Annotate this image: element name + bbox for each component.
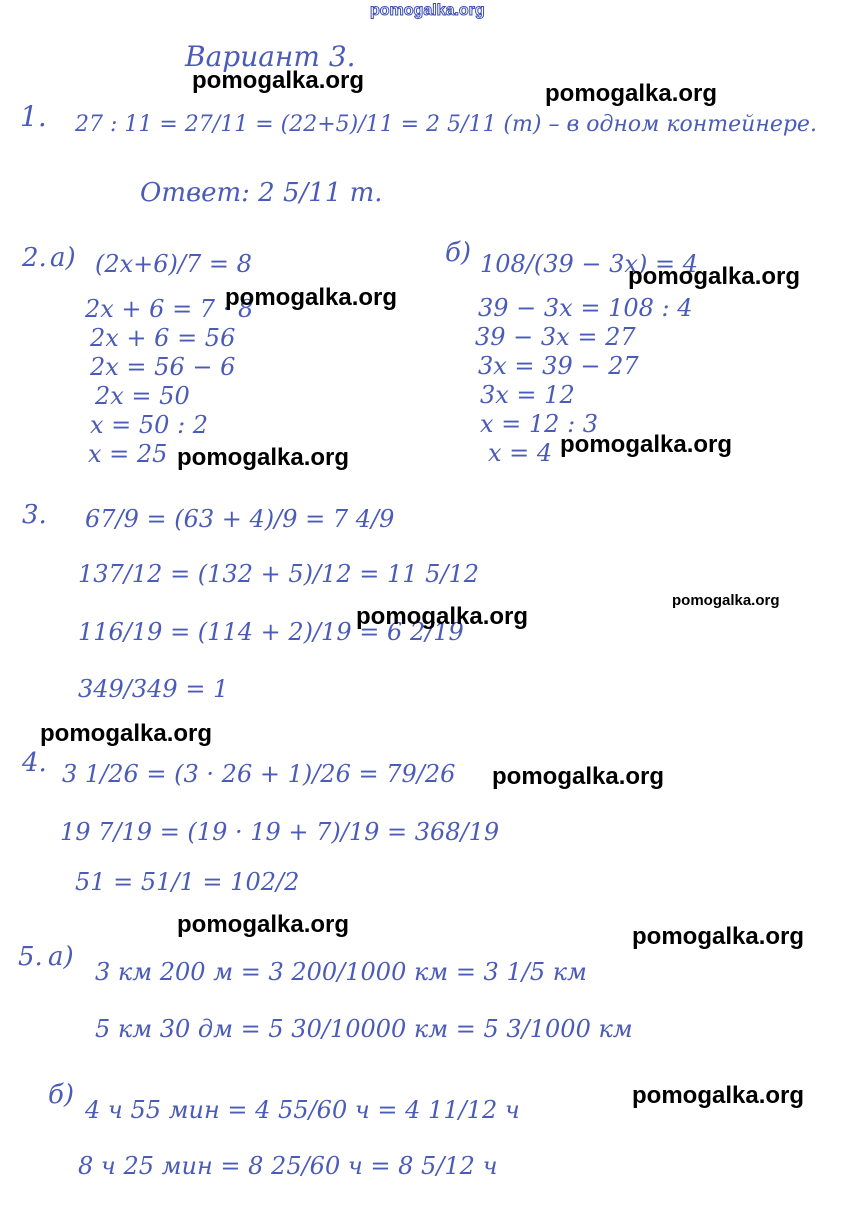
watermark: pomogalka.org bbox=[632, 923, 805, 950]
task1-solution: 27 : 11 = 27/11 = (22+5)/11 = 2 5/11 (т) – в одном контейнере. bbox=[75, 112, 817, 137]
task4-line: 19 7/19 = (19 · 19 + 7)/19 = 368/19 bbox=[60, 818, 500, 846]
watermark-top: pomogalka.org bbox=[370, 2, 485, 19]
watermark: pomogalka.org bbox=[632, 1082, 805, 1109]
watermark: pomogalka.org bbox=[672, 592, 780, 609]
task2a-label: а) bbox=[50, 243, 76, 273]
task2b-line: x = 4 bbox=[488, 439, 553, 467]
task2a-line: 2x = 56 − 6 bbox=[90, 353, 236, 381]
task2a-line: x = 25 bbox=[88, 440, 168, 468]
task3-line: 116/19 = (114 + 2)/19 = 6 2/19 bbox=[78, 618, 464, 646]
watermark: pomogalka.org bbox=[545, 80, 718, 107]
task2-number: 2. bbox=[22, 243, 47, 273]
task2a-line: 2x + 6 = 56 bbox=[90, 324, 236, 352]
watermark: pomogalka.org bbox=[177, 911, 350, 938]
task2b-line: x = 12 : 3 bbox=[480, 410, 599, 438]
watermark: pomogalka.org bbox=[192, 67, 365, 94]
task5b-line: 8 ч 25 мин = 8 25/60 ч = 8 5/12 ч bbox=[78, 1152, 498, 1180]
task2b-line: 39 − 3x = 108 : 4 bbox=[478, 294, 693, 322]
task5-number: 5. bbox=[18, 942, 43, 972]
watermark: pomogalka.org bbox=[560, 431, 733, 458]
task2a-line: 2x + 6 = 7 · 8 bbox=[85, 295, 254, 323]
watermark: pomogalka.org bbox=[177, 444, 350, 471]
task2a-line: 2x = 50 bbox=[95, 382, 190, 410]
watermark: pomogalka.org bbox=[40, 720, 213, 747]
variant-title: Вариант 3. bbox=[185, 40, 356, 73]
task2b-line: 39 − 3x = 27 bbox=[475, 323, 636, 351]
task3-line: 67/9 = (63 + 4)/9 = 7 4/9 bbox=[85, 505, 395, 533]
task5b-label: б) bbox=[48, 1080, 75, 1110]
task2b-label: б) bbox=[445, 238, 472, 268]
task2a-line: x = 50 : 2 bbox=[90, 411, 209, 439]
task2b-line: 3x = 39 − 27 bbox=[478, 352, 639, 380]
task2b-line: 3x = 12 bbox=[480, 381, 575, 409]
task2a-line: (2x+6)/7 = 8 bbox=[95, 250, 252, 278]
task4-number: 4. bbox=[22, 748, 47, 778]
task5a-label: а) bbox=[48, 942, 74, 972]
task5a-line: 3 км 200 м = 3 200/1000 км = 3 1/5 км bbox=[95, 958, 587, 986]
watermark: pomogalka.org bbox=[225, 284, 398, 311]
watermark: pomogalka.org bbox=[356, 603, 529, 630]
task2b-line: 108/(39 − 3x) = 4 bbox=[480, 250, 698, 278]
task5a-line: 5 км 30 дм = 5 30/10000 км = 5 3/1000 км bbox=[95, 1015, 633, 1043]
watermark: pomogalka.org bbox=[492, 763, 665, 790]
task3-number: 3. bbox=[22, 500, 47, 530]
task1-answer: Ответ: 2 5/11 т. bbox=[140, 178, 383, 208]
task3-line: 349/349 = 1 bbox=[78, 675, 229, 703]
task4-line: 51 = 51/1 = 102/2 bbox=[75, 868, 300, 896]
task5b-line: 4 ч 55 мин = 4 55/60 ч = 4 11/12 ч bbox=[85, 1096, 520, 1124]
task3-line: 137/12 = (132 + 5)/12 = 11 5/12 bbox=[78, 560, 480, 588]
task4-line: 3 1/26 = (3 · 26 + 1)/26 = 79/26 bbox=[62, 760, 456, 788]
task1-number: 1. bbox=[20, 100, 47, 133]
watermark: pomogalka.org bbox=[628, 263, 801, 290]
